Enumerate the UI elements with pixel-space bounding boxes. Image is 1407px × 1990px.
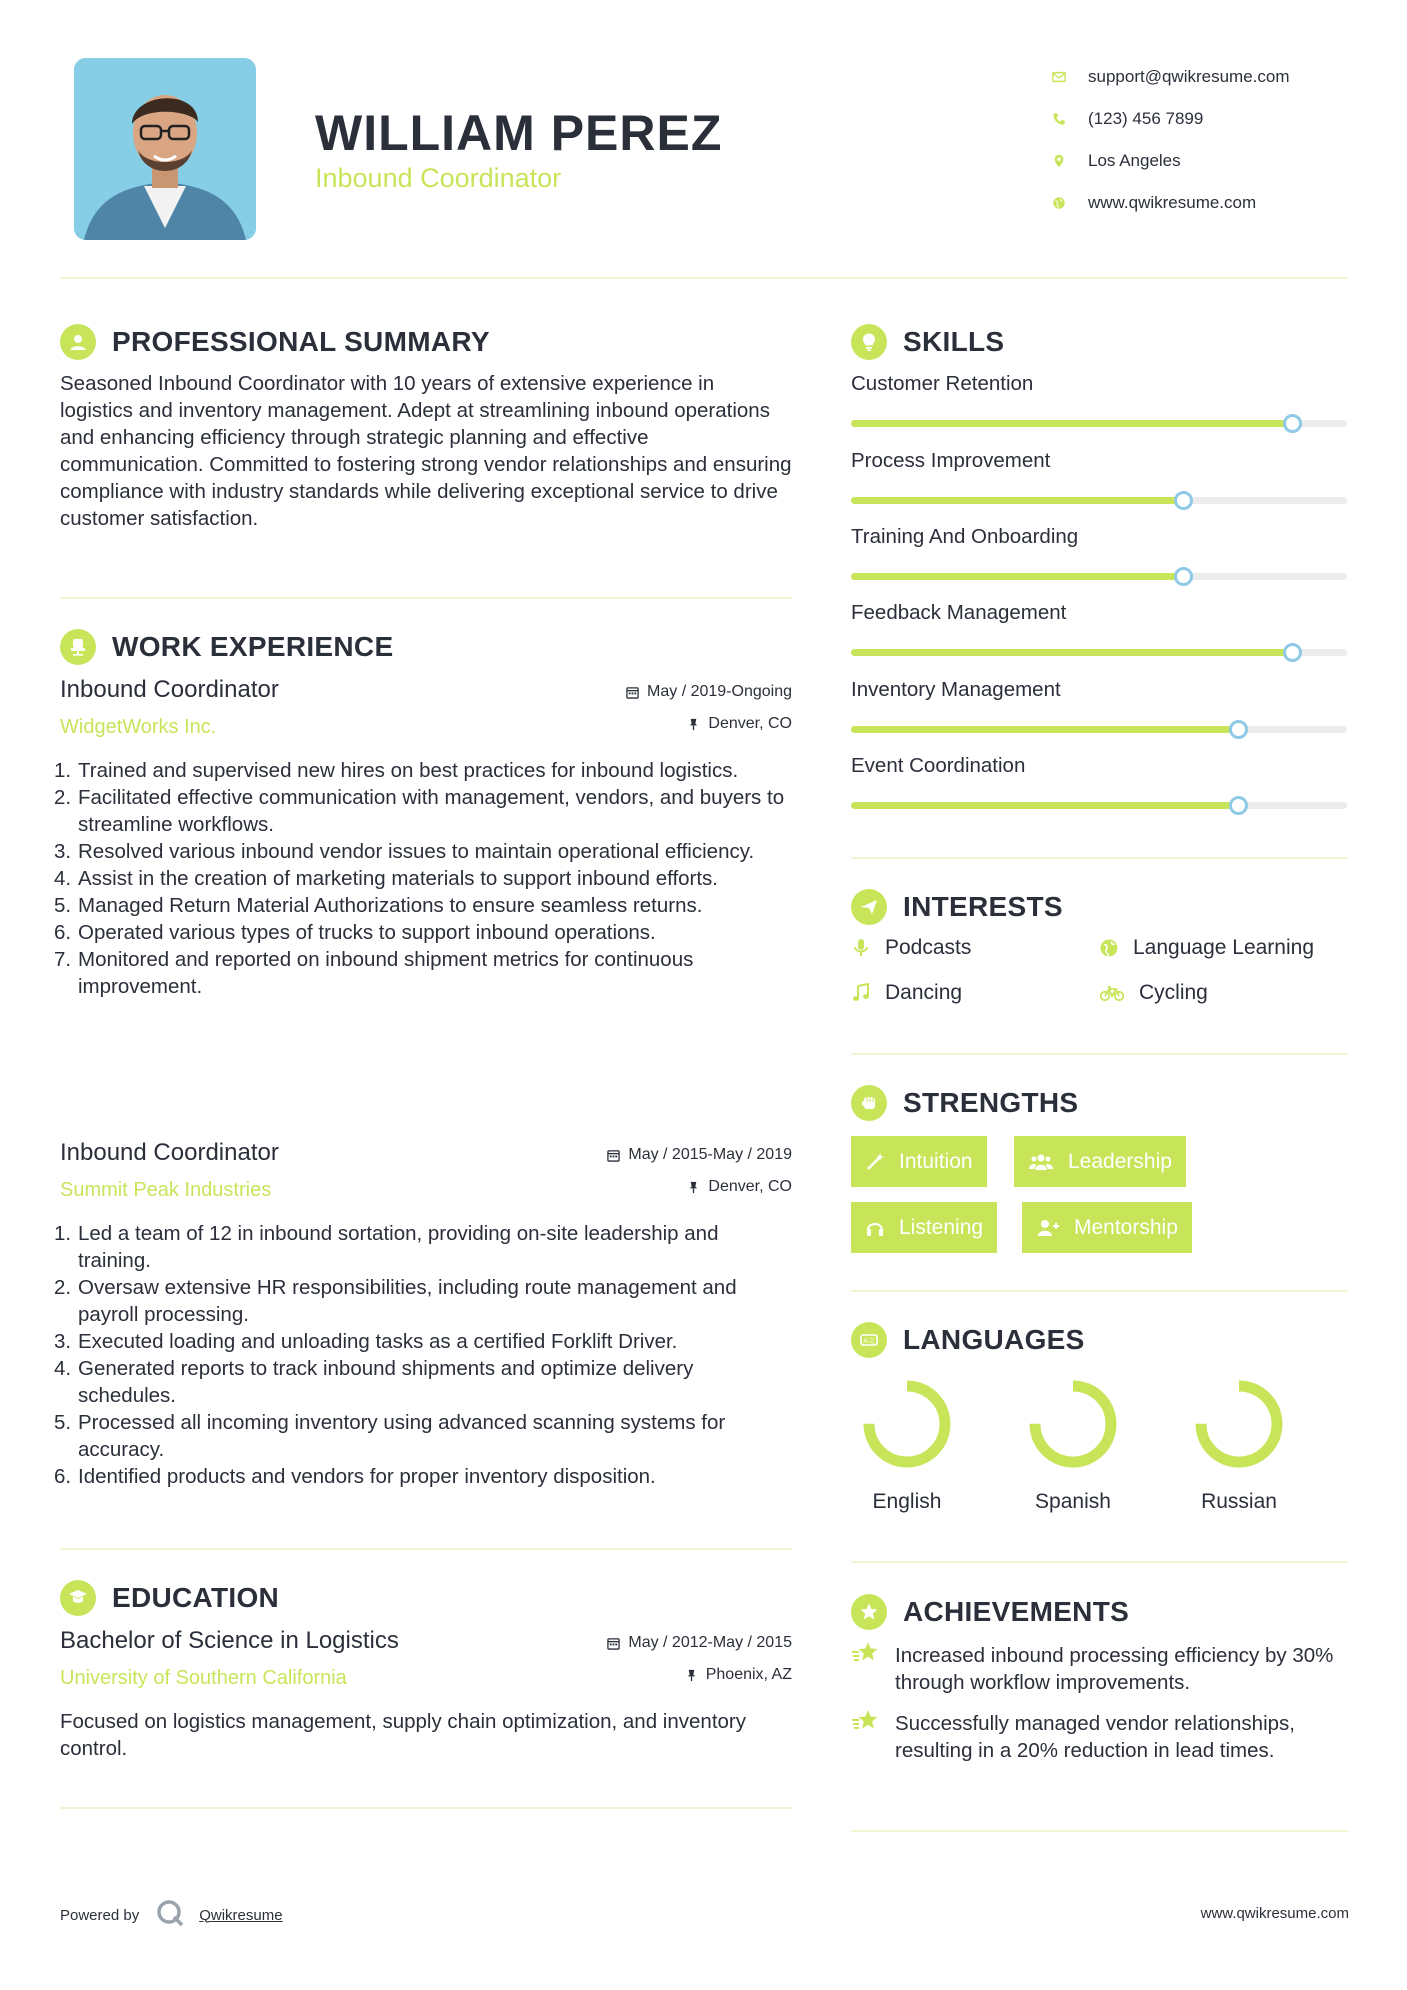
job-date: May / 2015-May / 2019 <box>628 1146 792 1163</box>
contact-website: www.qwikresume.com <box>1052 182 1382 224</box>
job-location: Denver, CO <box>708 1178 792 1195</box>
calendar-icon <box>607 1149 620 1162</box>
fist-icon <box>851 1085 887 1121</box>
skill-item <box>851 372 1347 427</box>
skill-item <box>851 678 1347 733</box>
skill-bar <box>851 420 1347 427</box>
school-name: University of Southern California <box>60 1667 347 1689</box>
work-heading: WORK EXPERIENCE <box>60 629 393 665</box>
lightbulb-icon <box>851 324 887 360</box>
skill-item <box>851 449 1347 504</box>
pushpin-icon <box>685 1669 698 1682</box>
skill-knob <box>1283 414 1302 433</box>
language-label: Russian <box>1201 1490 1277 1513</box>
strength-chip: Listening <box>851 1202 997 1253</box>
candidate-name: WILLIAM PEREZ <box>315 105 723 161</box>
microphone-icon <box>851 938 871 958</box>
location-pin-icon <box>1052 154 1088 168</box>
strength-chip: Leadership <box>1014 1136 1186 1187</box>
graduate-icon <box>60 1580 96 1616</box>
skill-label: Process Improvement <box>851 449 1051 472</box>
phone-icon <box>1052 112 1088 126</box>
briefcase-chair-icon <box>60 629 96 665</box>
globe-icon <box>1099 938 1119 958</box>
list-item: 3. Resolved various inbound vendor issues to maintain operational efficiency. <box>54 840 755 863</box>
list-item: 4. Generated reports to track inbound shipments and optimize delivery schedules. <box>54 1357 694 1407</box>
job-title: Inbound Coordinator <box>60 1139 279 1166</box>
skill-bar <box>851 649 1347 656</box>
skill-label: Customer Retention <box>851 372 1034 395</box>
star-icon <box>851 1640 881 1668</box>
bicycle-icon <box>1099 983 1125 1003</box>
list-item: 6. Identified products and vendors for proper inventory disposition. <box>54 1465 656 1488</box>
summary-text: Seasoned Inbound Coordinator with 10 years of extensive experience in logistics and inventory management. Adept at streamlining inbound operations and enhancing efficiency through strategic planning and effective communication. Committed to fostering strong vendor relationships and ensuring compliance with industry standards while delivering exceptional service to drive customer satisfaction. <box>60 372 792 530</box>
list-item: 2. Oversaw extensive HR responsibilities, including route management and payroll processing. <box>54 1276 737 1326</box>
skill-label: Training And Onboarding <box>851 525 1079 548</box>
education-meta <box>607 1627 792 1691</box>
achievements-divider <box>851 1830 1348 1832</box>
skill-fill <box>851 649 1292 656</box>
education-heading: EDUCATION <box>60 1580 279 1616</box>
job-meta <box>626 676 792 740</box>
footer-powered-by: Powered by Qwikresume <box>60 1898 283 1932</box>
interest-item: Podcasts <box>851 936 971 960</box>
globe-icon <box>1052 196 1088 210</box>
strengths-divider <box>851 1290 1348 1292</box>
qwikresume-link[interactable]: Qwikresume <box>199 1906 283 1924</box>
skill-label: Feedback Management <box>851 601 1067 624</box>
list-item: 4. Assist in the creation of marketing materials to support inbound efforts. <box>54 867 719 890</box>
paper-plane-icon <box>851 889 887 925</box>
list-item: 1. Trained and supervised new hires on best practices for inbound logistics. <box>54 759 739 782</box>
skill-knob <box>1283 643 1302 662</box>
music-note-icon <box>851 983 871 1003</box>
achievement-item: Increased inbound processing efficiency by 30% through workflow improvements. <box>851 1642 1347 1696</box>
list-item: 6. Operated various types of trucks to support inbound operations. <box>54 921 656 944</box>
language-item <box>852 1376 962 1514</box>
degree-title: Bachelor of Science in Logistics <box>60 1627 399 1654</box>
job-company: Summit Peak Industries <box>60 1179 272 1201</box>
job-location: Denver, CO <box>708 715 792 732</box>
star-icon <box>851 1708 881 1736</box>
job-company: WidgetWorks Inc. <box>60 716 217 738</box>
job-date: May / 2019-Ongoing <box>647 683 792 700</box>
education-date: May / 2012-May / 2015 <box>628 1634 792 1651</box>
skill-knob <box>1174 491 1193 510</box>
list-item: 1. Led a team of 12 in inbound sortation, providing on-site leadership and training. <box>54 1222 719 1272</box>
job-entry <box>54 1139 792 1490</box>
skill-bar <box>851 573 1347 580</box>
email-icon <box>1052 70 1088 84</box>
language-item <box>1018 1376 1128 1514</box>
skill-bar <box>851 497 1347 504</box>
interest-item: Dancing <box>851 981 962 1005</box>
contact-phone: (123) 456 7899 <box>1052 98 1382 140</box>
user-icon <box>60 324 96 360</box>
candidate-title: Inbound Coordinator <box>315 163 562 193</box>
skill-fill <box>851 497 1183 504</box>
job-responsibilities <box>54 1220 792 1490</box>
summary-divider <box>60 597 792 599</box>
language-item <box>1184 1376 1294 1514</box>
list-item: 7. Monitored and reported on inbound shipment metrics for continuous improvement. <box>54 948 694 998</box>
language-ring <box>1025 1376 1121 1472</box>
language-icon <box>851 1322 887 1358</box>
skills-heading: SKILLS <box>851 324 1004 360</box>
pushpin-icon <box>687 718 700 731</box>
language-label: English <box>872 1490 942 1513</box>
skill-fill <box>851 726 1238 733</box>
skill-knob <box>1229 720 1248 739</box>
languages-divider <box>851 1561 1348 1563</box>
skill-item <box>851 754 1347 809</box>
header-divider <box>60 277 1348 279</box>
strength-chip: Mentorship <box>1022 1202 1192 1253</box>
job-title: Inbound Coordinator <box>60 676 279 703</box>
skill-label: Inventory Management <box>851 678 1061 701</box>
work-divider <box>60 1548 792 1550</box>
interest-item: Language Learning <box>1099 936 1314 960</box>
footer-url[interactable]: www.qwikresume.com <box>1200 1905 1349 1922</box>
contact-email: support@qwikresume.com <box>1052 56 1382 98</box>
list-item: 5. Managed Return Material Authorizations to ensure seamless returns. <box>54 894 703 917</box>
strength-chip: Intuition <box>851 1136 987 1187</box>
magic-wand-icon <box>865 1152 885 1172</box>
interests-heading: INTERESTS <box>851 889 1063 925</box>
skills-divider <box>851 857 1348 859</box>
svg-text:A文: A文 <box>863 1337 875 1345</box>
interest-item: Cycling <box>1099 981 1208 1005</box>
education-description: Focused on logistics management, supply chain optimization, and inventory control. <box>60 1710 746 1760</box>
language-ring <box>859 1376 955 1472</box>
job-responsibilities <box>54 757 792 1000</box>
education-divider <box>60 1807 792 1809</box>
skill-knob <box>1174 567 1193 586</box>
job-meta <box>607 1139 792 1203</box>
contact-list <box>1052 56 1382 224</box>
list-item: 3. Executed loading and unloading tasks as a certified Forklift Driver. <box>54 1330 678 1353</box>
skill-bar <box>851 802 1347 809</box>
star-badge-icon <box>851 1594 887 1630</box>
user-plus-icon <box>1036 1218 1060 1238</box>
languages-heading: A文 LANGUAGES <box>851 1322 1085 1358</box>
qwikresume-logo-icon <box>155 1898 185 1932</box>
summary-heading: PROFESSIONAL SUMMARY <box>60 324 490 360</box>
list-item: 5. Processed all incoming inventory using advanced scanning systems for accuracy. <box>54 1411 726 1461</box>
skill-fill <box>851 420 1292 427</box>
calendar-icon <box>626 686 639 699</box>
achievements-heading: ACHIEVEMENTS <box>851 1594 1129 1630</box>
achievement-item: Successfully managed vendor relationships, resulting in a 20% reduction in lead times. <box>851 1710 1347 1764</box>
skill-fill <box>851 573 1183 580</box>
skill-item <box>851 601 1347 656</box>
language-ring <box>1191 1376 1287 1472</box>
education-entry <box>60 1627 792 1762</box>
skill-label: Event Coordination <box>851 754 1026 777</box>
calendar-icon <box>607 1637 620 1650</box>
headphones-icon <box>865 1218 885 1238</box>
group-icon <box>1028 1152 1054 1172</box>
contact-location: Los Angeles <box>1052 140 1382 182</box>
language-label: Spanish <box>1035 1490 1111 1513</box>
skill-item <box>851 525 1347 580</box>
strengths-heading: STRENGTHS <box>851 1085 1078 1121</box>
pushpin-icon <box>687 1181 700 1194</box>
profile-photo <box>74 58 256 240</box>
list-item: 2. Facilitated effective communication with management, vendors, and buyers to streamline workflows. <box>54 786 785 836</box>
skill-bar <box>851 726 1347 733</box>
skill-fill <box>851 802 1238 809</box>
skill-knob <box>1229 796 1248 815</box>
job-entry <box>54 676 792 1000</box>
interests-divider <box>851 1053 1348 1055</box>
education-location: Phoenix, AZ <box>705 1666 792 1683</box>
